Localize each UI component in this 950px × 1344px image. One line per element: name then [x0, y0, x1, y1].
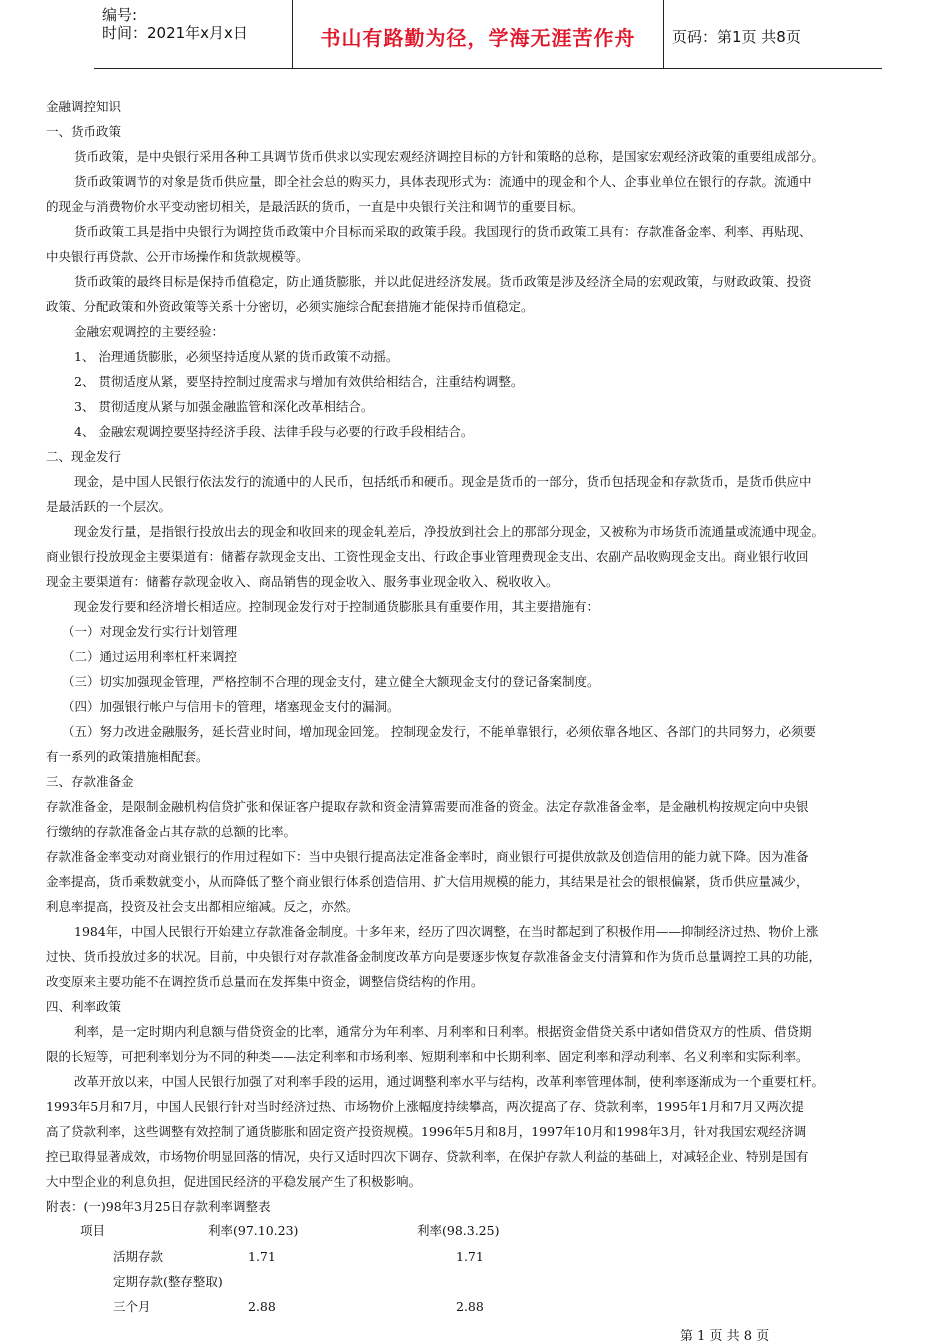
document-time-label: 时间：2021年x月x日	[102, 24, 248, 42]
paragraph-line: 存款准备金，是限制金融机构信贷扩张和保证客户提取存款和资金清算需要而准备的资金。法定存款准备金率，是金融机构按规定向中央银	[46, 799, 809, 814]
paragraph-line: 限的长短等，可把利率划分为不同的种类——法定利率和市场利率、短期利率和中长期利率、固定利率和浮动利率、名义利率和实际利率。	[46, 1049, 809, 1064]
list-item: （一）对现金发行实行计划管理	[62, 624, 238, 639]
paragraph-line: 利息率提高，投资及社会支出都相应缩减。反之，亦然。	[46, 899, 359, 914]
paragraph-line: 改变原来主要功能不在调控货币总量而在发挥集中资金，调整信贷结构的作用。	[46, 974, 484, 989]
table-cell: 2.88	[248, 1299, 276, 1314]
table-cell: 定期存款(整存整取)	[113, 1274, 223, 1289]
paragraph-line: 货币政策工具是指中央银行为调控货币政策中介目标而采取的政策手段。我国现行的货币政策工具有：存款准备金率、利率、再贴现、	[74, 224, 812, 239]
list-item: （二）通过运用利率杠杆来调控	[62, 649, 238, 664]
table-cell: 活期存款	[113, 1249, 164, 1264]
document-number-label: 编号:	[102, 6, 138, 24]
paragraph-line: 政策、分配政策和外资政策等关系十分密切，必须实施综合配套措施才能保持币值稳定。	[46, 299, 534, 314]
paragraph-line: 行缴纳的存款准备金占其存款的总额的比率。	[46, 824, 297, 839]
table-cell: 1.71	[248, 1249, 276, 1264]
list-item: 1、 治理通货膨胀，必须坚持适度从紧的货币政策不动摇。	[74, 349, 399, 364]
list-item: （三）切实加强现金管理，严格控制不合理的现金支付，建立健全大额现金支付的登记备案制度。	[62, 674, 600, 689]
paragraph-line: 控已取得显著成效，市场物价明显回落的情况，央行又适时四次下调存、贷款利率，在保护存款人利益的基础上，对减轻企业、特别是国有	[46, 1149, 809, 1164]
paragraph-line: 现金主要渠道有：储蓄存款现金收入、商品销售的现金收入、服务事业现金收入、税收收入。	[46, 574, 559, 589]
paragraph-line: 改革开放以来，中国人民银行加强了对利率手段的运用，通过调整利率水平与结构，改革利率管理体制，使利率逐渐成为一个重要杠杆。	[74, 1074, 825, 1089]
paragraph-line: 金率提高，货币乘数就变小，从而降低了整个商业银行体系创造信用、扩大信用规模的能力，其结果是社会的银根偏紧，货币供应量减少，	[46, 874, 809, 889]
paragraph-line: 存款准备金率变动对商业银行的作用过程如下：当中央银行提高法定准备金率时，商业银行可提供放款及创造信用的能力就下降。因为准备	[46, 849, 809, 864]
document-title: 金融调控知识	[46, 99, 122, 114]
table-header-rate-1998: 利率(98.3.25)	[417, 1223, 500, 1238]
paragraph-line: 货币政策的最终目标是保持币值稳定，防止通货膨胀，并以此促进经济发展。货币政策是涉及经济全局的宏观政策，与财政政策、投资	[74, 274, 812, 289]
paragraph-line: 利率，是一定时期内利息额与借贷资金的比率，通常分为年利率、月利率和日利率。根据资金借贷关系中诸如借贷双方的性质、借贷期	[74, 1024, 812, 1039]
paragraph-line: 高了贷款利率，这些调整有效控制了通货膨胀和固定资产投资规模。1996年5月和8月，1997年10月和1998年3月，针对我国宏观经济调	[46, 1124, 807, 1139]
paragraph-line: 商业银行投放现金主要渠道有：储蓄存款现金支出、工资性现金支出、行政企事业管理费现金支出、农副产品收购现金支出。商业银行收回	[46, 549, 809, 564]
section-heading: 一、货币政策	[46, 124, 122, 139]
list-item: （四）加强银行帐户与信用卡的管理，堵塞现金支付的漏洞。	[62, 699, 400, 714]
section-heading: 四、利率政策	[46, 999, 122, 1014]
paragraph-line: 现金，是中国人民银行依法发行的流通中的人民币，包括纸币和硬币。现金是货币的一部分，货币包括现金和存款货币，是货币供应中	[74, 474, 812, 489]
table-cell: 三个月	[113, 1299, 151, 1314]
list-item: 3、 贯彻适度从紧与加强金融监管和深化改革相结合。	[74, 399, 374, 414]
paragraph-line: 的现金与消费物价水平变动密切相关，是最活跃的货币，一直是中央银行关注和调节的重要目标。	[46, 199, 584, 214]
paragraph-line: 现金发行要和经济增长相适应。控制现金发行对于控制通货膨胀具有重要作用，其主要措施有：	[74, 599, 600, 614]
page-header	[94, 0, 882, 69]
section-heading: 二、现金发行	[46, 449, 122, 464]
page-footer: 第 1 页 共 8 页	[680, 1329, 770, 1344]
list-item: （五）努力改进金融服务，延长营业时间，增加现金回笼。 控制现金发行，不能单靠银行，必须依靠各地区、各部门的共同努力，必须要	[62, 724, 816, 739]
paragraph-line: 货币政策，是中央银行采用各种工具调节货币供求以实现宏观经济调控目标的方针和策略的总称，是国家宏观经济政策的重要组成部分。	[74, 149, 825, 164]
table-cell: 1.71	[456, 1249, 484, 1264]
header-page-cell	[662, 0, 882, 68]
paragraph-line: 过快、货币投放过多的状况。目前，中央银行对存款准备金制度改革方向是要逐步恢复存款准备金支付清算和作为货币总量调控工具的功能，	[46, 949, 822, 964]
table-header-item: 项目	[80, 1223, 106, 1238]
header-page-number: 页码：第1页 共8页	[672, 28, 801, 46]
header-motto-cell	[292, 0, 664, 68]
header-motto: 书山有路勤为径，学海无涯苦作舟	[320, 26, 636, 50]
table-header-rate-1997: 利率(97.10.23)	[208, 1223, 299, 1238]
table-caption: 附表：(一)98年3月25日存款利率调整表	[46, 1199, 271, 1214]
header-meta-cell	[94, 0, 292, 68]
paragraph-line: 货币政策调节的对象是货币供应量，即全社会总的购买力，具体表现形式为：流通中的现金和个人、企事业单位在银行的存款。流通中	[74, 174, 812, 189]
paragraph-line: 金融宏观调控的主要经验：	[74, 324, 225, 339]
paragraph-line: 大中型企业的利息负担，促进国民经济的平稳发展产生了积极影响。	[46, 1174, 422, 1189]
list-item: 2、 贯彻适度从紧，要坚持控制过度需求与增加有效供给相结合，注重结构调整。	[74, 374, 524, 389]
paragraph-line: 是最活跃的一个层次。	[46, 499, 172, 514]
paragraph-line: 中央银行再贷款、公开市场操作和货款规模等。	[46, 249, 309, 264]
table-cell: 2.88	[456, 1299, 484, 1314]
paragraph-line: 1984年，中国人民银行开始建立存款准备金制度。十多年来，经历了四次调整，在当时都起到了积极作用——抑制经济过热、物价上涨	[74, 924, 819, 939]
paragraph-line: 1993年5月和7月，中国人民银行针对当时经济过热、市场物价上涨幅度持续攀高，两次提高了存、贷款利率，1995年1月和7月又两次提	[46, 1099, 804, 1114]
paragraph-line: 有一系列的政策措施相配套。	[46, 749, 209, 764]
section-heading: 三、存款准备金	[46, 774, 134, 789]
paragraph-line: 现金发行量，是指银行投放出去的现金和收回来的现金轧差后，净投放到社会上的那部分现金，又被称为市场货币流通量或流通中现金。	[74, 524, 825, 539]
list-item: 4、 金融宏观调控要坚持经济手段、法律手段与必要的行政手段相结合。	[74, 424, 474, 439]
